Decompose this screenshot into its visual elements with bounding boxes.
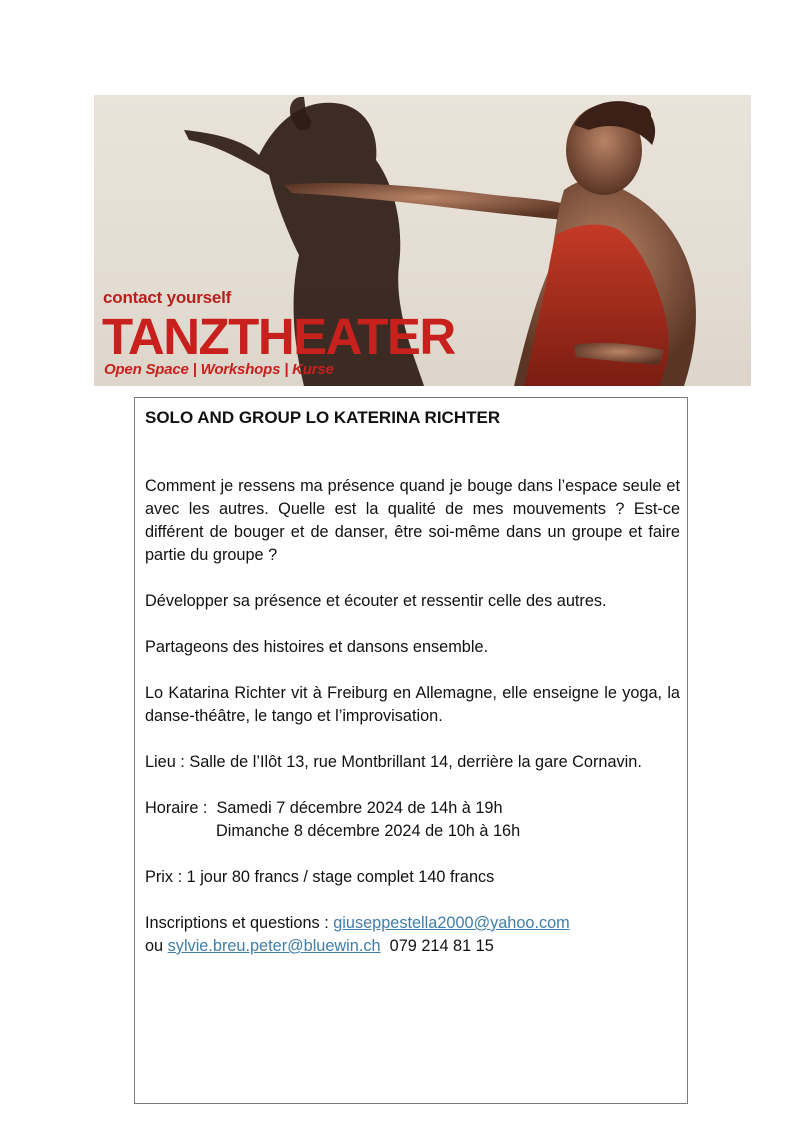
banner-tagline: contact yourself [103,288,232,307]
header-banner [94,95,751,386]
contact-block [145,912,680,958]
schedule-day2: Dimanche 8 décembre 2024 de 10h à 16h [216,822,521,840]
event-title: SOLO AND GROUP LO KATERINA RICHTER [145,408,501,427]
inscriptions-label: Inscriptions et questions : [145,914,329,932]
banner-subline: Open Space | Workshops | Kurse [104,361,334,378]
share-paragraph: Partageons des histoires et dansons ensemble. [145,638,489,656]
location-paragraph: Lieu : Salle de l’Ilôt 13, rue Montbrillant 14, derrière la gare Cornavin. [145,753,642,771]
schedule-day1: Samedi 7 décembre 2024 de 14h à 19h [216,799,503,817]
event-card [134,397,688,1104]
schedule [145,797,680,843]
banner-brand: TANZTHEATER [102,308,455,365]
email-link-1[interactable]: giuseppestella2000@yahoo.com [333,914,570,932]
email-link-2[interactable]: sylvie.breu.peter@bluewin.ch [167,937,381,955]
phone-number: 079 214 81 15 [389,937,494,955]
price-paragraph: Prix : 1 jour 80 francs / stage complet 140 francs [145,868,495,886]
schedule-label: Horaire : [145,799,208,817]
intro-paragraph: Comment je ressens ma présence quand je bouge dans l’espace seule et avec les autres. Quelle est la qualité de mes mouvements ? Est-ce différent de bouger et de danser, être soi-même dans un groupe et faire partie du groupe ? [145,477,680,564]
or-label: ou [145,937,164,955]
bio-paragraph: Lo Katarina Richter vit à Freiburg en Allemagne, elle enseigne le yoga, la danse-théâtre, le tango et l’improvisation. [145,684,680,725]
develop-paragraph: Développer sa présence et écouter et ressentir celle des autres. [145,592,607,610]
